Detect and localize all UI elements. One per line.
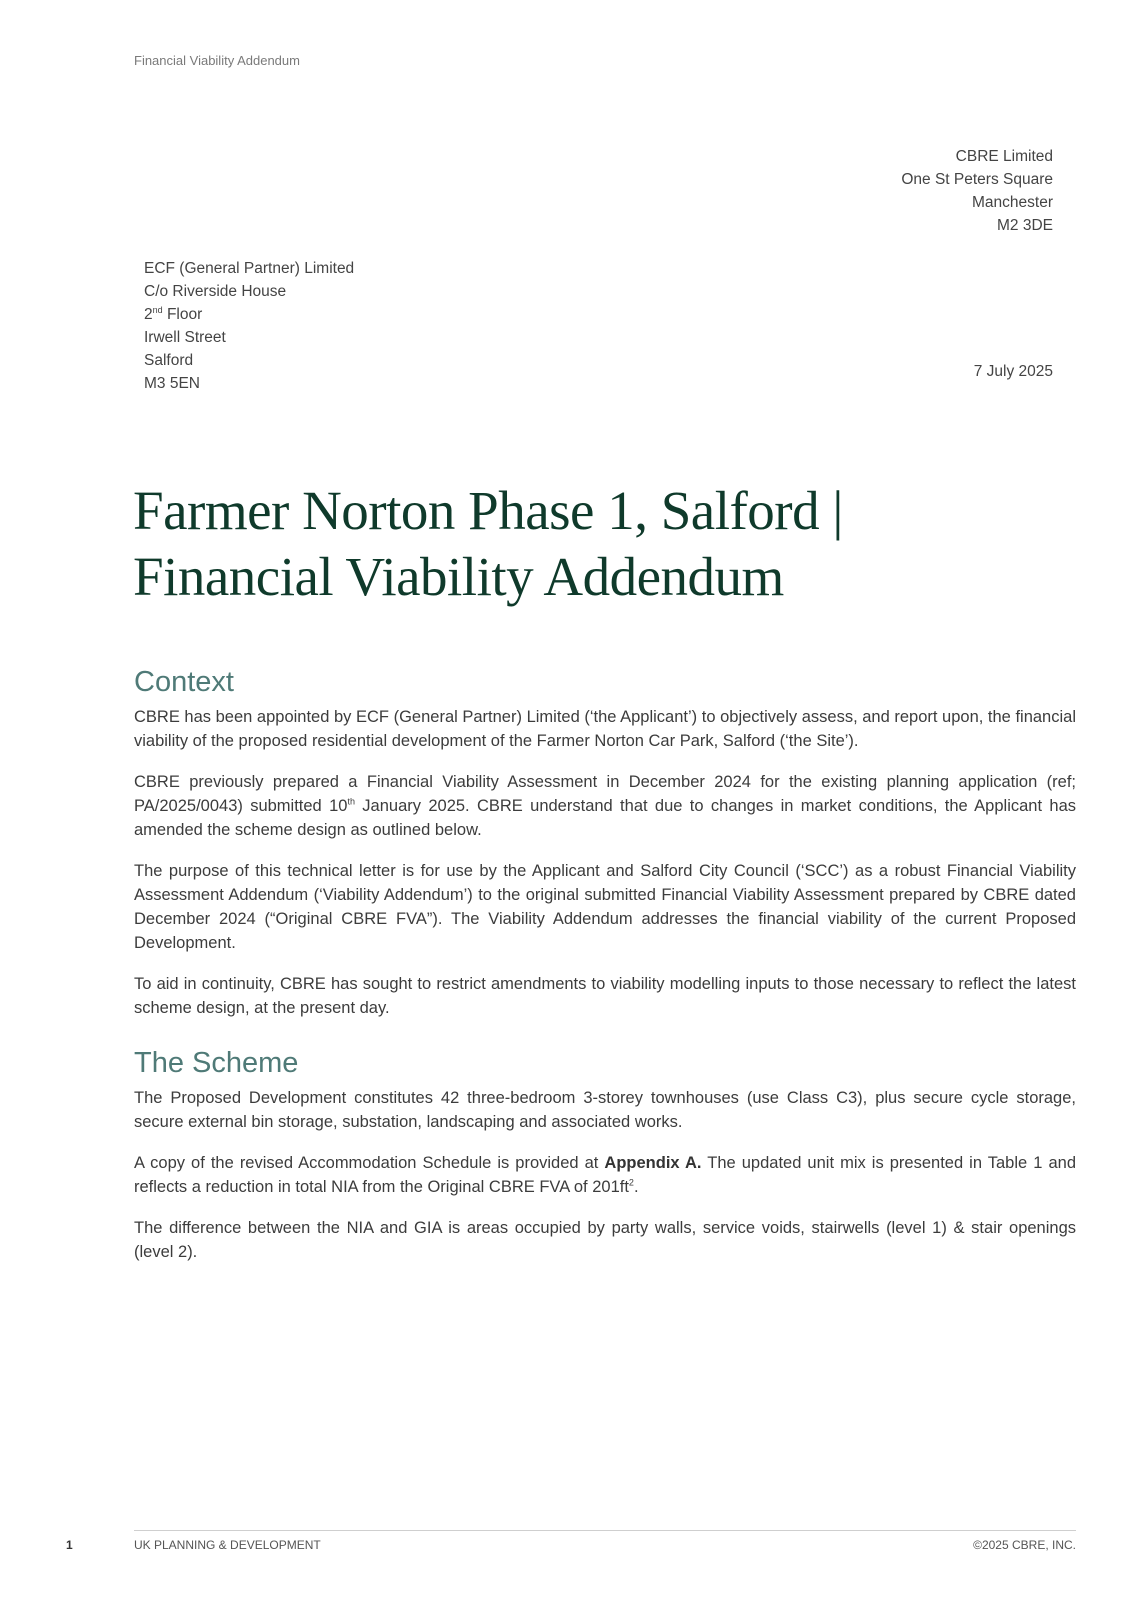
footer-copyright: ©2025 CBRE, INC. <box>973 1538 1076 1552</box>
context-heading: Context <box>134 666 234 698</box>
text-run: The updated unit mix is presented in Table 1 and reflects a reduction in total NIA from the Original CBRE FVA of 201ft <box>134 1154 1076 1196</box>
page-number: 1 <box>66 1538 73 1552</box>
floor-ordinal: nd <box>152 304 163 315</box>
scheme-paragraph-3: The difference between the NIA and GIA is areas occupied by party walls, service voids, stairwells (level 1) & stair openings (level 2). <box>134 1219 1076 1261</box>
title-line-1: Farmer Norton Phase 1, Salford | <box>133 480 843 541</box>
appendix-reference: Appendix A. <box>604 1154 702 1172</box>
title-line-2: Financial Viability Addendum <box>133 546 784 607</box>
sender-address <box>901 145 1053 237</box>
footer-department: UK PLANNING & DEVELOPMENT <box>134 1538 321 1552</box>
page-title <box>133 478 1033 610</box>
letter-body <box>134 665 1076 1281</box>
floor-number: 2 <box>144 306 153 323</box>
sender-line: CBRE Limited <box>955 148 1053 165</box>
text-run: CBRE previously prepared a Financial Viability Assessment in December 2024 for the existing planning application (ref; PA/2025/0043) submitted 10 <box>134 773 1076 815</box>
footer-divider <box>134 1530 1076 1531</box>
scheme-paragraph-2 <box>134 1151 1076 1199</box>
recipient-line <box>144 303 354 326</box>
context-paragraph-1: CBRE has been appointed by ECF (General Partner) Limited (‘the Applicant’) to objectively assess, and report upon, the financial viability of the proposed residential development of the Farmer Norton Car Park, Salford (‘the Site’). <box>134 708 1076 750</box>
running-header: Financial Viability Addendum <box>134 53 300 68</box>
sender-line: One St Peters Square <box>901 171 1053 188</box>
recipient-line: Salford <box>144 352 194 369</box>
text-run: A copy of the revised Accommodation Schedule is provided at <box>134 1154 605 1172</box>
recipient-line: ECF (General Partner) Limited <box>144 260 355 277</box>
recipient-line: C/o Riverside House <box>144 283 287 300</box>
recipient-line: Irwell Street <box>144 329 226 346</box>
text-run: . <box>633 1178 639 1196</box>
sender-line: M2 3DE <box>997 217 1053 234</box>
recipient-line: M3 5EN <box>144 375 200 392</box>
scheme-heading: The Scheme <box>134 1047 299 1079</box>
superscript-2: 2 <box>628 1177 634 1188</box>
context-paragraph-4: To aid in continuity, CBRE has sought to restrict amendments to viability modelling inputs to those necessary to reflect the latest scheme design, at the present day. <box>134 975 1076 1017</box>
context-paragraph-3: The purpose of this technical letter is for use by the Applicant and Salford City Council (‘SCC’) as a robust Financial Viability Assessment Addendum (‘Viability Addendum’) to the original submitted Financial Viability Assessment prepared by CBRE dated December 2024 (“Original CBRE FVA”). The Viability Addendum addresses the financial viability of the current Proposed Development. <box>134 862 1076 952</box>
text-run: January 2025. CBRE understand that due to changes in market conditions, the Applicant has amended the scheme design as outlined below. <box>134 797 1076 839</box>
floor-word: Floor <box>162 306 203 323</box>
sender-line: Manchester <box>972 194 1053 211</box>
ordinal-suffix: th <box>347 796 355 807</box>
recipient-address <box>144 257 354 395</box>
scheme-paragraph-1: The Proposed Development constitutes 42 three-bedroom 3-storey townhouses (use Class C3), plus secure cycle storage, secure external bin storage, substation, landscaping and associated works. <box>134 1089 1076 1131</box>
letter-date: 7 July 2025 <box>973 363 1053 380</box>
context-paragraph-2 <box>134 770 1076 842</box>
